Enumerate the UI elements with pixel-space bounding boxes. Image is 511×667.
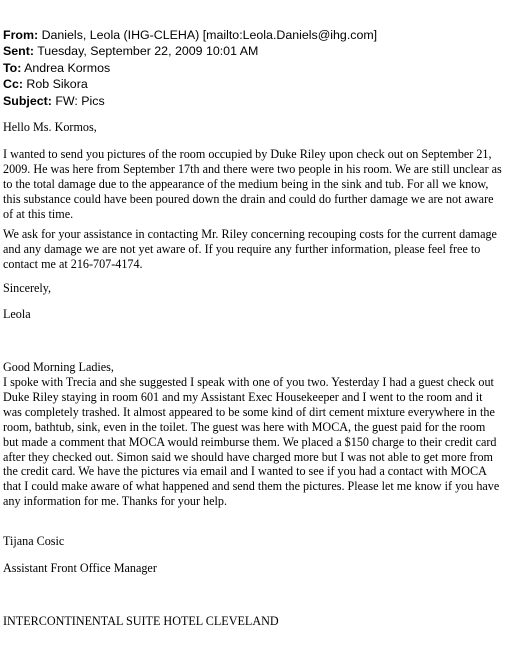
cc-value: Rob Sikora bbox=[26, 77, 88, 92]
closing-text: Sincerely, bbox=[3, 281, 52, 295]
to-row bbox=[3, 60, 503, 76]
email-header bbox=[3, 27, 503, 109]
subject-value: FW: Pics bbox=[55, 93, 105, 108]
from-label: From: bbox=[3, 28, 39, 42]
from-value: Daniels, Leola (IHG-CLEHA) [mailto:Leola.Daniels@ihg.com] bbox=[41, 28, 378, 42]
to-value: Andrea Kormos bbox=[24, 60, 111, 75]
paragraph-text: I wanted to send you pictures of the room occupied by Duke Riley upon check out on September 21, 2009. He was here from September 17th and there were two people in his room. We are still unclear as to the total damage due to the appearance of the medium being in the sink and tub. For all we know, this substance could have been poured down the drain and could do further damage we are not aware of at this time. bbox=[3, 147, 502, 221]
sent-value: Tuesday, September 22, 2009 10:01 AM bbox=[37, 44, 259, 59]
sent-label: Sent: bbox=[3, 44, 34, 59]
from-row bbox=[3, 27, 503, 43]
cc-label: Cc: bbox=[3, 77, 23, 92]
message1-paragraph2 bbox=[3, 227, 503, 272]
sent-row bbox=[3, 43, 503, 59]
sender-title-text: Assistant Front Office Manager bbox=[3, 561, 157, 575]
greeting-text: Good Morning Ladies, bbox=[3, 360, 114, 374]
greeting-text: Hello Ms. Kormos, bbox=[3, 120, 97, 134]
subject-row bbox=[3, 93, 503, 109]
signature-text: Leola bbox=[3, 307, 31, 321]
message2-paragraph bbox=[3, 375, 503, 509]
message2-greeting bbox=[3, 360, 503, 375]
message1-closing bbox=[3, 281, 503, 296]
sender-name bbox=[3, 534, 503, 549]
message1-paragraph1 bbox=[3, 147, 503, 222]
message1-greeting bbox=[3, 120, 503, 135]
cc-row bbox=[3, 76, 503, 92]
sender-title bbox=[3, 561, 503, 576]
hotel-name-text: INTERCONTINENTAL SUITE HOTEL CLEVELAND bbox=[3, 614, 279, 628]
to-label: To: bbox=[3, 60, 22, 75]
subject-label: Subject: bbox=[3, 93, 52, 108]
hotel-name bbox=[3, 614, 503, 629]
paragraph-text: We ask for your assistance in contacting Mr. Riley concerning recouping costs for the current damage and any damage we are not yet aware of. If you require any further information, please feel free to contact me at 216-707-4174. bbox=[3, 227, 497, 271]
paragraph-text: I spoke with Trecia and she suggested I speak with one of you two. Yesterday I had a guest check out Duke Riley staying in room 601 and my Assistant Exec Housekeeper and I went to the room and it was completely trashed. It almost appeared to be some kind of dirt cement mixture everywhere in the room, bathtub, sink, even in the toilet. The guest was here with MOCA, the guest paid for the room but made a comment that MOCA would reimburse them. We placed a $150 charge to their credit card after they checked out. Simon said we should have charged more but I was not able to get more from the credit card. We have the pictures via email and I wanted to see if you had a contact with MOCA that I could make aware of what happened and send them the pictures. Please let me know if you have any information for me. Thanks for your help. bbox=[3, 375, 500, 509]
sender-name-text: Tijana Cosic bbox=[3, 534, 65, 548]
message1-signature bbox=[3, 307, 503, 322]
